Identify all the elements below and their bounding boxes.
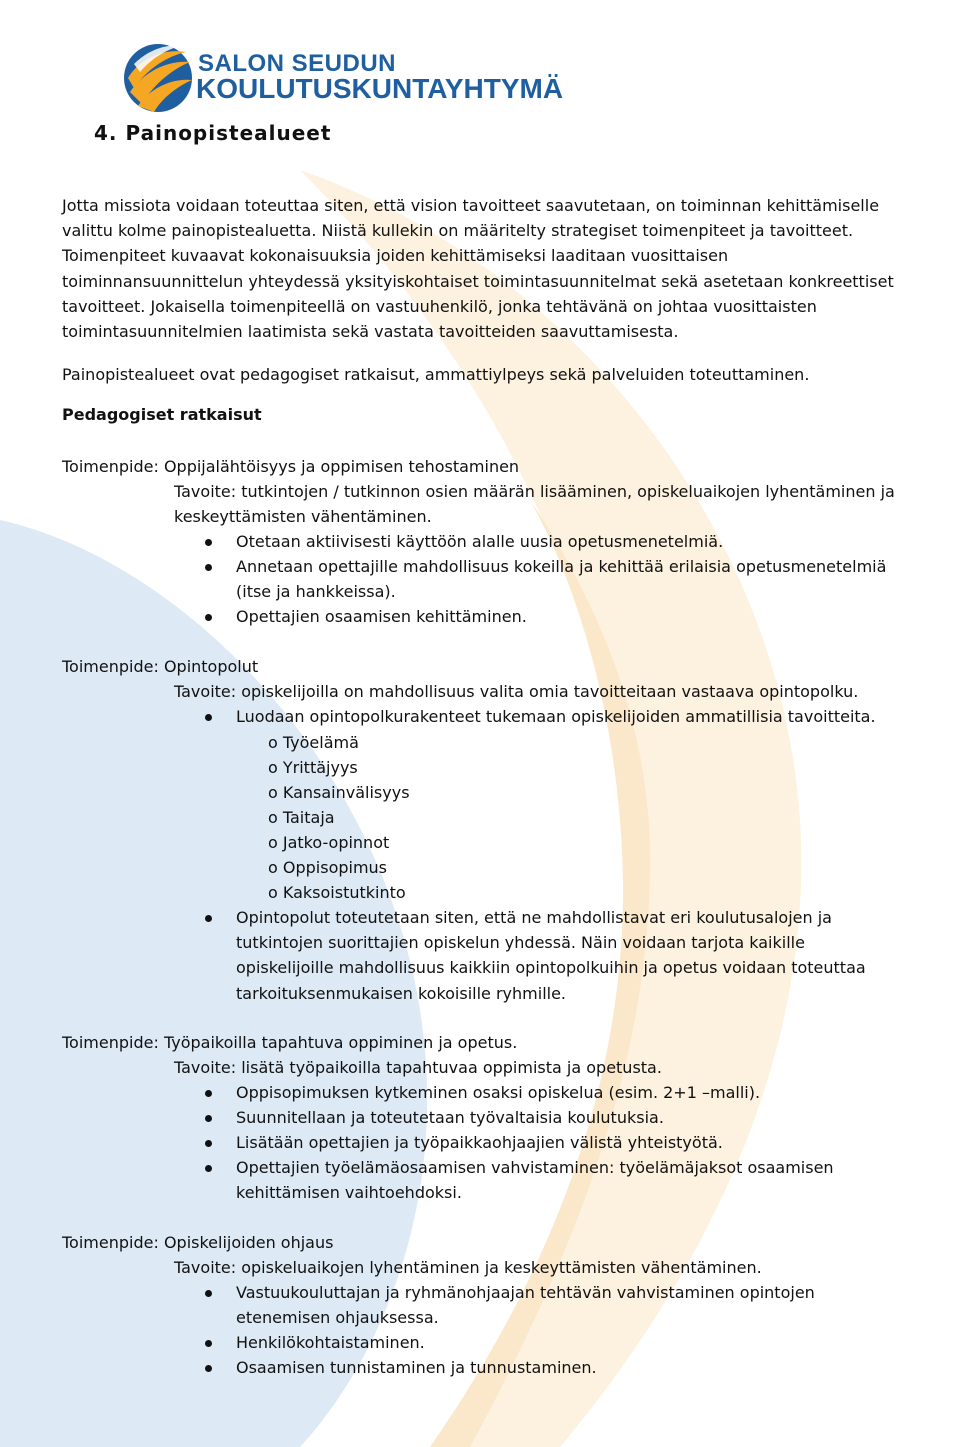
summary-text: Painopistealueet ovat pedagogiset ratkaisut, ammattiylpeys sekä palveluiden toteuttaminen. xyxy=(62,365,810,384)
list-item: Henkilökohtaistaminen. xyxy=(236,1333,425,1352)
sub-list-item: o Oppisopimus xyxy=(268,858,388,877)
list-item: kehittämisen vaihtoehdoksi. xyxy=(236,1183,462,1202)
bullet-dot xyxy=(205,539,212,546)
bullet-dot xyxy=(205,1090,212,1097)
measure-goal: Tavoite: lisätä työpaikoilla tapahtuvaa oppimista ja opetusta. xyxy=(174,1058,662,1077)
intro-line: Toimenpiteet kuvaavat kokonaisuuksia joiden kehittämiseksi laaditaan vuosittaisen xyxy=(62,246,729,265)
list-item: etenemisen ohjauksessa. xyxy=(236,1308,439,1327)
sub-list-item: o Jatko-opinnot xyxy=(268,833,390,852)
bullet-dot xyxy=(205,1290,212,1297)
bullet-dot xyxy=(205,1140,212,1147)
list-item: Suunnitellaan ja toteutetaan työvaltaisia koulutuksia. xyxy=(236,1108,664,1127)
measure-goal: Tavoite: opiskelijoilla on mahdollisuus valita omia tavoitteitaan vastaava opintopolku. xyxy=(174,682,859,701)
list-item: opiskelijoille mahdollisuus kaikkiin opintopolkuihin ja opetus voidaan toteuttaa xyxy=(236,958,866,977)
sub-list-item: o Taitaja xyxy=(268,808,335,827)
intro-line: toiminnansuunnittelun yhteydessä yksityiskohtaiset toimintasuunnitelmat sekä asetetaan konkreettiset xyxy=(62,272,894,291)
bullet-dot xyxy=(205,1165,212,1172)
list-item: Osaamisen tunnistaminen ja tunnustaminen. xyxy=(236,1358,597,1377)
logo-text-line2: KOULUTUSKUNTAYHTYMÄ xyxy=(196,73,564,104)
page-heading: 4. Painopistealueet xyxy=(94,121,332,145)
intro-line: toimintasuunnitelmien laatimista sekä vastata tavoitteiden saavuttamisesta. xyxy=(62,322,679,341)
measure-title: Toimenpide: Työpaikoilla tapahtuva oppiminen ja opetus. xyxy=(62,1033,518,1052)
intro-line: Jotta missiota voidaan toteuttaa siten, että vision tavoitteet saavutetaan, on toiminnan kehittämiselle xyxy=(62,196,880,215)
list-item: Opettajien työelämäosaamisen vahvistaminen: työelämäjaksot osaamisen xyxy=(236,1158,834,1177)
measure-goal: Tavoite: tutkintojen / tutkinnon osien määrän lisääminen, opiskeluaikojen lyhentäminen ja xyxy=(174,482,895,501)
logo-circle-icon xyxy=(124,44,192,112)
bullet-dot xyxy=(205,1340,212,1347)
bullet-dot xyxy=(205,1365,212,1372)
section-title: Pedagogiset ratkaisut xyxy=(62,405,262,424)
measure-title: Toimenpide: Oppijalähtöisyys ja oppimisen tehostaminen xyxy=(62,457,520,476)
logo-text-line1: SALON SEUDUN xyxy=(198,50,397,77)
sub-list-item: o Yrittäjyys xyxy=(268,758,358,777)
list-item: Otetaan aktiivisesti käyttöön alalle uusia opetusmenetelmiä. xyxy=(236,532,724,551)
bullet-dot xyxy=(205,915,212,922)
list-item: Opettajien osaamisen kehittäminen. xyxy=(236,607,527,626)
list-item: tarkoituksenmukaisen kokoisille ryhmille. xyxy=(236,984,567,1003)
list-item: Annetaan opettajille mahdollisuus kokeilla ja kehittää erilaisia opetusmenetelmiä xyxy=(236,557,887,576)
measure-goal: keskeyttämisten vähentäminen. xyxy=(174,507,432,526)
bullet-dot xyxy=(205,564,212,571)
sub-list-item: o Kaksoistutkinto xyxy=(268,883,406,902)
bullet-dot xyxy=(205,1115,212,1122)
list-item: (itse ja hankkeissa). xyxy=(236,582,396,601)
sub-list-item: o Kansainvälisyys xyxy=(268,783,410,802)
list-item: Lisätään opettajien ja työpaikkaohjaajien välistä yhteistyötä. xyxy=(236,1133,723,1152)
list-item: Oppisopimuksen kytkeminen osaksi opiskelua (esim. 2+1 –malli). xyxy=(236,1083,761,1102)
measure-title: Toimenpide: Opintopolut xyxy=(62,657,259,676)
intro-line: valittu kolme painopistealuetta. Niistä kullekin on määritelty strategiset toimenpiteet ja tavoitteet. xyxy=(62,221,854,240)
bullet-dot xyxy=(205,714,212,721)
measure-title: Toimenpide: Opiskelijoiden ohjaus xyxy=(62,1233,334,1252)
sub-list-item: o Työelämä xyxy=(268,733,359,752)
list-item: tutkintojen suorittajien opiskelun yhdessä. Näin voidaan tarjota kaikille xyxy=(236,933,805,952)
list-item: Luodaan opintopolkurakenteet tukemaan opiskelijoiden ammatillisia tavoitteita. xyxy=(236,707,876,726)
measure-goal: Tavoite: opiskeluaikojen lyhentäminen ja keskeyttämisten vähentäminen. xyxy=(174,1258,762,1277)
list-item: Vastuukouluttajan ja ryhmänohjaajan tehtävän vahvistaminen opintojen xyxy=(236,1283,815,1302)
bullet-dot xyxy=(205,614,212,621)
list-item: Opintopolut toteutetaan siten, että ne mahdollistavat eri koulutusalojen ja xyxy=(236,908,832,927)
intro-line: tavoitteet. Jokaisella toimenpiteellä on vastuuhenkilö, jonka tehtävänä on johtaa vuosittaisten xyxy=(62,297,817,316)
